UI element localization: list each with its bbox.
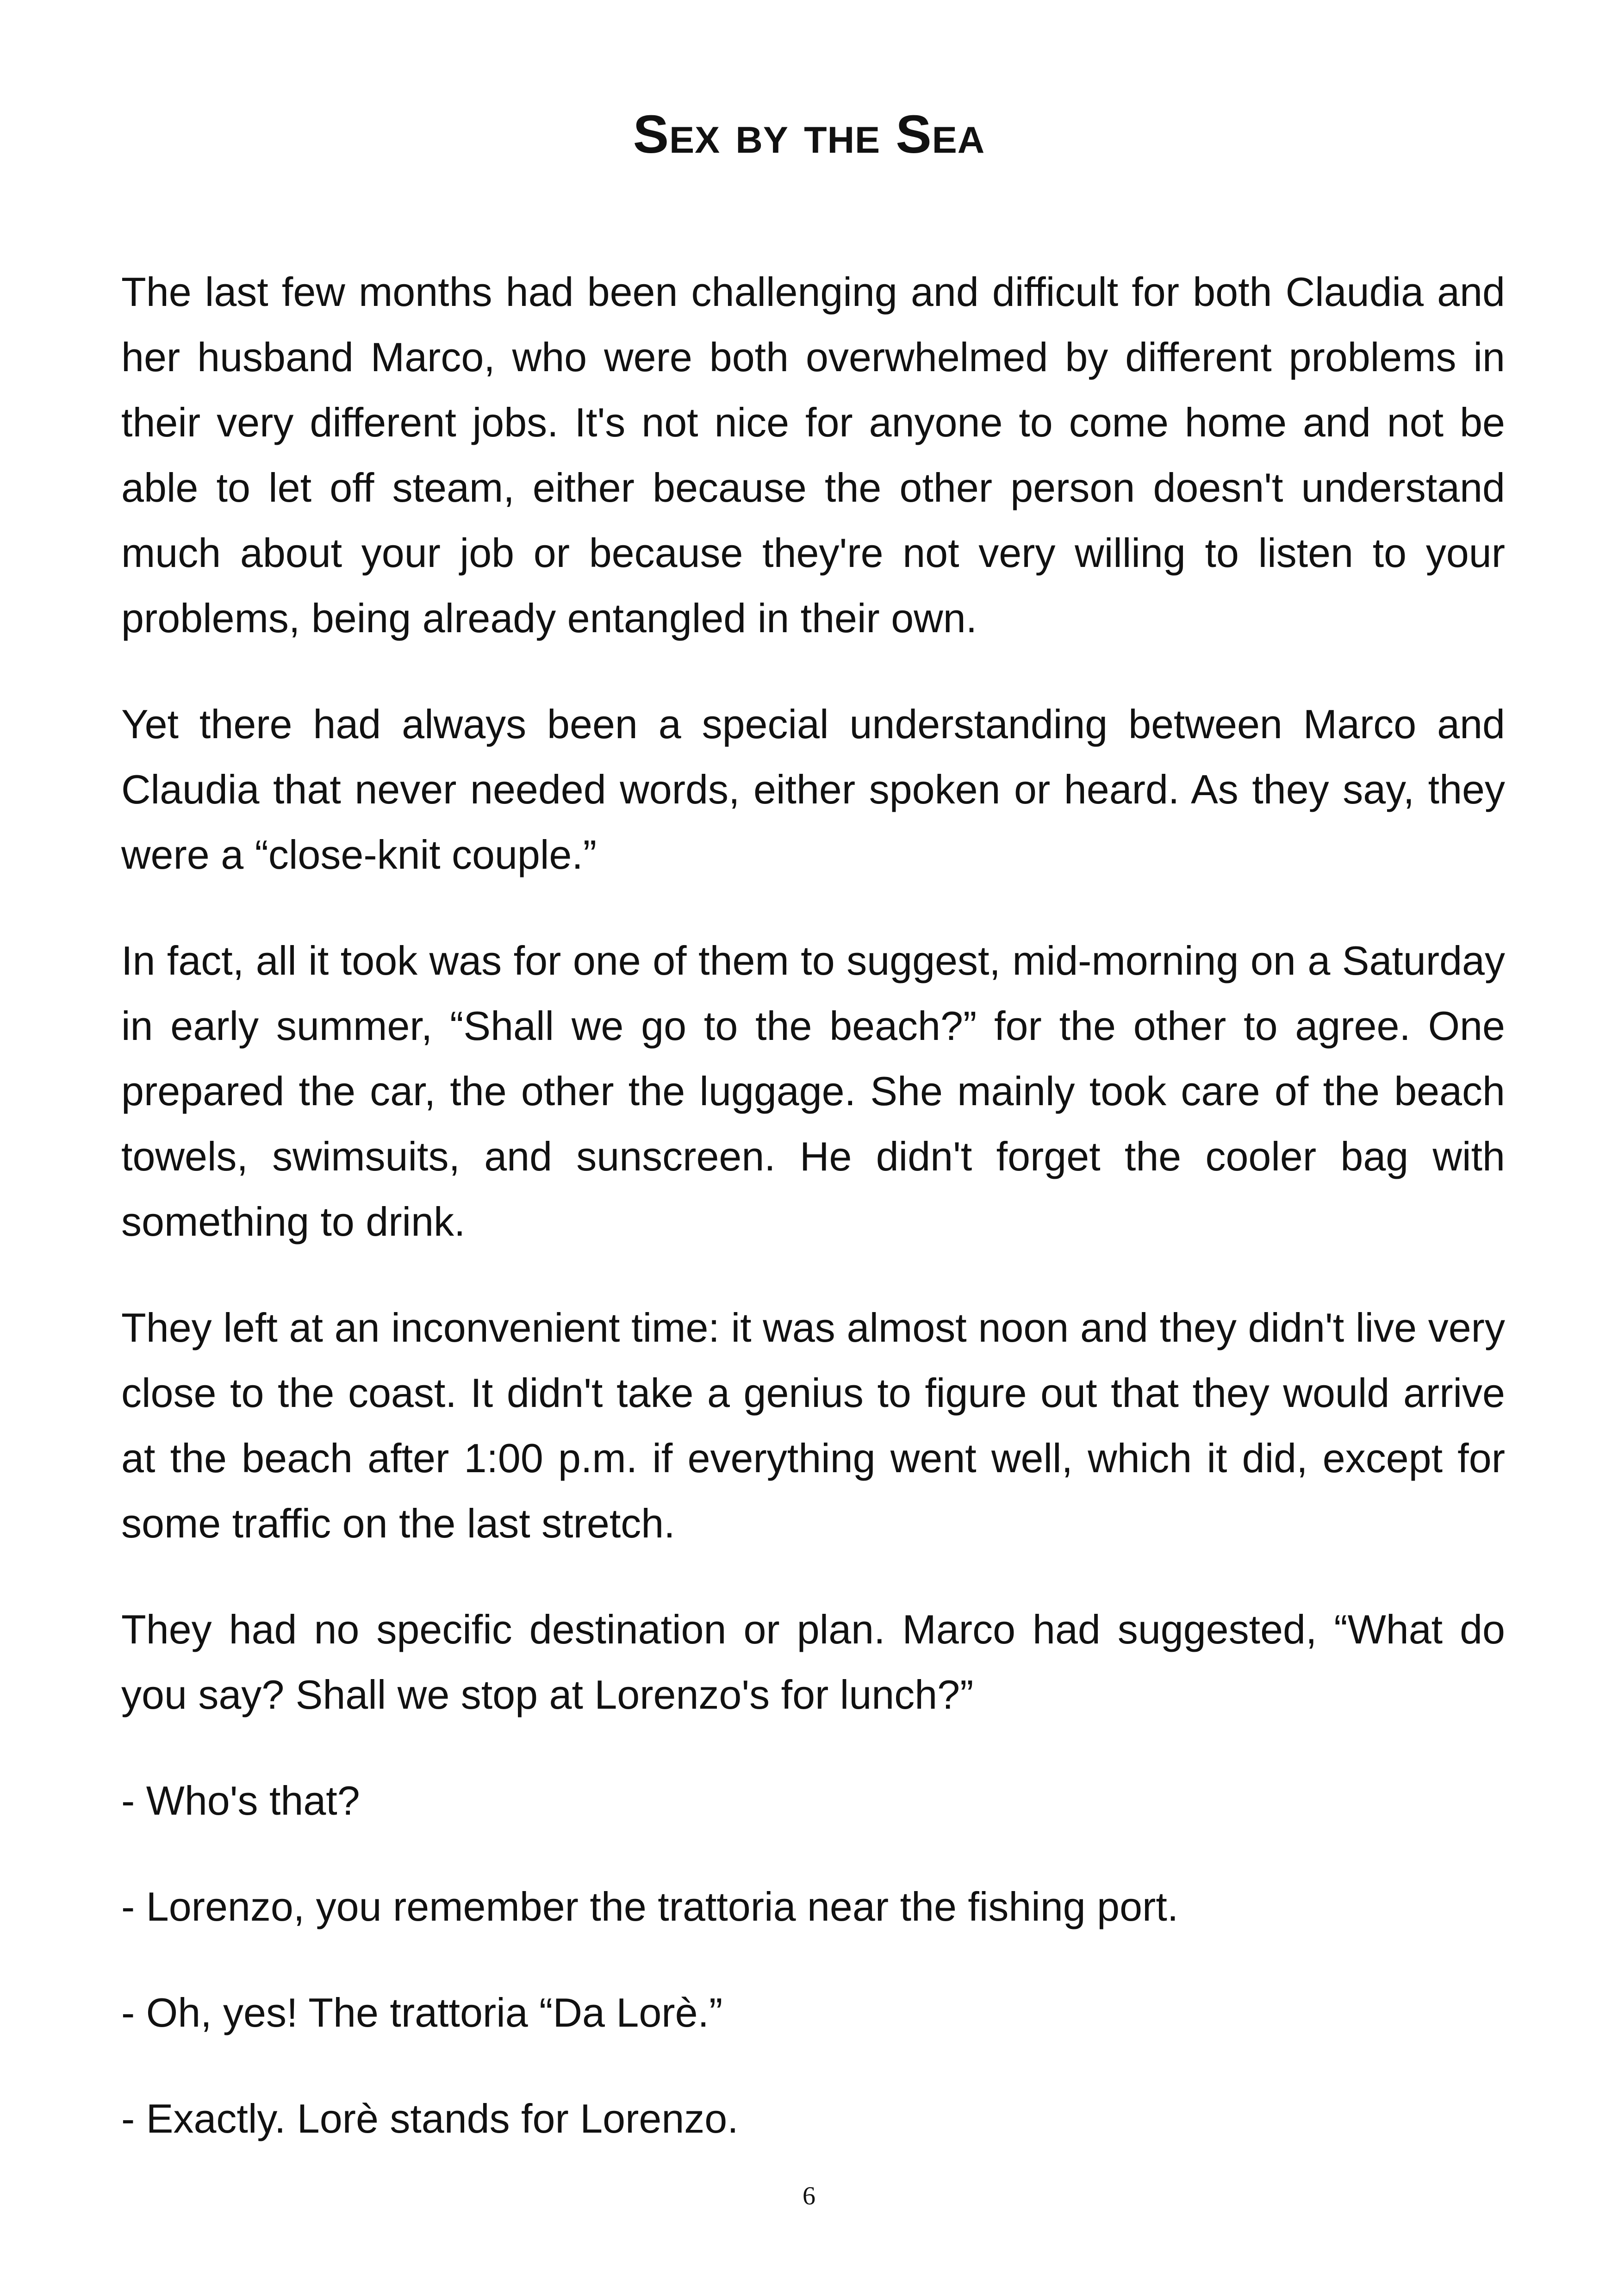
dialogue-line-4: - Exactly. Lorè stands for Lorenzo.	[121, 2096, 739, 2141]
paragraph-1: The last few months had been challenging and difficult for both Claudia and her husband Marco, who were both overwhelmed by different problems in their very different jobs. It's not nice for anyone to come home and not be able to let off steam, either because the other person doesn't understand much about your job or because they're not very willing to listen to your problems, being already entangled in their own.	[121, 269, 1505, 641]
dialogue-line-1: - Who's that?	[121, 1778, 360, 1823]
paragraph-5: They had no specific destination or plan. Marco had suggested, “What do you say? Shall we stop at Lorenzo's for lunch?”	[121, 1606, 1505, 1717]
chapter-title: Sex by the Sea	[633, 104, 985, 164]
chapter-body	[121, 259, 1505, 2192]
dialogue-line-3: - Oh, yes! The trattoria “Da Lorè.”	[121, 1990, 723, 2035]
paragraph-4: They left at an inconvenient time: it was almost noon and they didn't live very close to the coast. It didn't take a genius to figure out that they would arrive at the beach after 1:00 p.m. if everything went well, which it did, except for some traffic on the last stretch.	[121, 1305, 1505, 1546]
dialogue-line-2: - Lorenzo, you remember the trattoria near the fishing port.	[121, 1884, 1179, 1929]
paragraph-3: In fact, all it took was for one of them to suggest, mid-morning on a Saturday in early summer, “Shall we go to the beach?” for the other to agree. One prepared the car, the other the luggage. She mainly took care of the beach towels, swimsuits, and sunscreen. He didn't forget the cooler bag with something to drink.	[121, 938, 1505, 1244]
paragraph-2: Yet there had always been a special understanding between Marco and Claudia that never needed words, either spoken or heard. As they say, they were a “close-knit couple.”	[121, 701, 1505, 877]
page-number: 6	[803, 2182, 815, 2210]
